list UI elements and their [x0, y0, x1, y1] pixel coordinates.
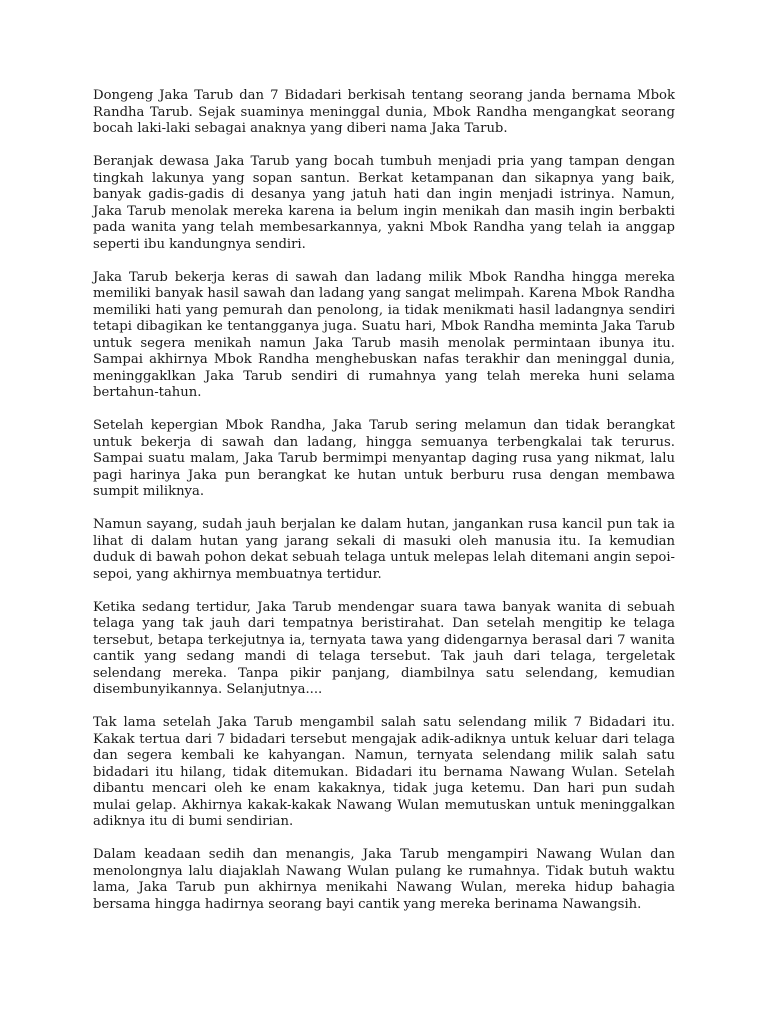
- paragraph-7: Tak lama setelah Jaka Tarub mengambil salah satu selendang milik 7 Bidadari itu. Kakak tertua dari 7 bidadari tersebut mengajak adik-adiknya untuk keluar dari telaga dan segera kembali ke kahyangan. Namun, ternyata selendang milik salah satu bidadari itu hilang, tidak ditemukan. Bidadari itu bernama Nawang Wulan. Setelah dibantu mencari oleh ke enam kakaknya, tidak juga ketemu. Dan hari pun sudah mulai gelap. Akhirnya kakak-kakak Nawang Wulan memutuskan untuk meninggalkan adiknya itu di bumi sendirian.: [93, 715, 675, 829]
- paragraph-6: Ketika sedang tertidur, Jaka Tarub mendengar suara tawa banyak wanita di sebuah telaga yang tak jauh dari tempatnya beristirahat. Dan setelah mengitip ke telaga tersebut, betapa terkejutnya ia, ternyata tawa yang didengarnya berasal dari 7 wanita cantik yang sedang mandi di telaga tersebut. Tak jauh dari telaga, tergeletak selendang mereka. Tanpa pikir panjang, diambilnya satu selendang, kemudian disembunyikannya. Selanjutnya....: [93, 599, 675, 697]
- paragraph-4: Setelah kepergian Mbok Randha, Jaka Tarub sering melamun dan tidak berangkat untuk bekerja di sawah dan ladang, hingga semuanya terbengkalai tak terurus. Sampai suatu malam, Jaka Tarub bermimpi menyantap daging rusa yang nikmat, lalu pagi harinya Jaka pun berangkat ke hutan untuk berburu rusa dengan membawa sumpit miliknya.: [93, 418, 675, 499]
- paragraph-1: Dongeng Jaka Tarub dan 7 Bidadari berkisah tentang seorang janda bernama Mbok Randha Tarub. Sejak suaminya meninggal dunia, Mbok Randha mengangkat seorang bocah laki-laki sebagai anaknya yang diberi nama Jaka Tarub.: [93, 88, 675, 136]
- paragraph-8: Dalam keadaan sedih dan menangis, Jaka Tarub mengampiri Nawang Wulan dan menolongnya lalu diajaklah Nawang Wulan pulang ke rumahnya. Tidak butuh waktu lama, Jaka Tarub pun akhirnya menikahi Nawang Wulan, mereka hidup bahagia bersama hingga hadirnya seorang bayi cantik yang mereka berinama Nawangsih.: [93, 847, 675, 912]
- paragraph-5: Namun sayang, sudah jauh berjalan ke dalam hutan, jangankan rusa kancil pun tak ia lihat di dalam hutan yang jarang sekali di masuki oleh manusia itu. Ia kemudian duduk di bawah pohon dekat sebuah telaga untuk melepas lelah ditemani angin sepoi-sepoi, yang akhirnya membuatnya tertidur.: [93, 517, 675, 582]
- paragraph-3: Jaka Tarub bekerja keras di sawah dan ladang milik Mbok Randha hingga mereka memiliki banyak hasil sawah dan ladang yang sangat melimpah. Karena Mbok Randha memiliki hati yang pemurah dan penolong, ia tidak menikmati hasil ladangnya sendiri tetapi dibagikan ke tentangganya juga. Suatu hari, Mbok Randha meminta Jaka Tarub untuk segera menikah namun Jaka Tarub masih menolak permintaan ibunya itu. Sampai akhirnya Mbok Randha menghebuskan nafas terakhir dan meninggal dunia, meninggaklkan Jaka Tarub sendiri di rumahnya yang telah mereka huni selama bertahun-tahun.: [93, 269, 675, 400]
- paragraph-2: Beranjak dewasa Jaka Tarub yang bocah tumbuh menjadi pria yang tampan dengan tingkah lakunya yang sopan santun. Berkat ketampanan dan sikapnya yang baik, banyak gadis-gadis di desanya yang jatuh hati dan ingin menjadi istrinya. Namun, Jaka Tarub menolak mereka karena ia belum ingin menikah dan masih ingin berbakti pada wanita yang telah membesarkannya, yakni Mbok Randha yang telah ia anggap seperti ibu kandungnya sendiri.: [93, 154, 675, 252]
- document-body: [93, 88, 675, 930]
